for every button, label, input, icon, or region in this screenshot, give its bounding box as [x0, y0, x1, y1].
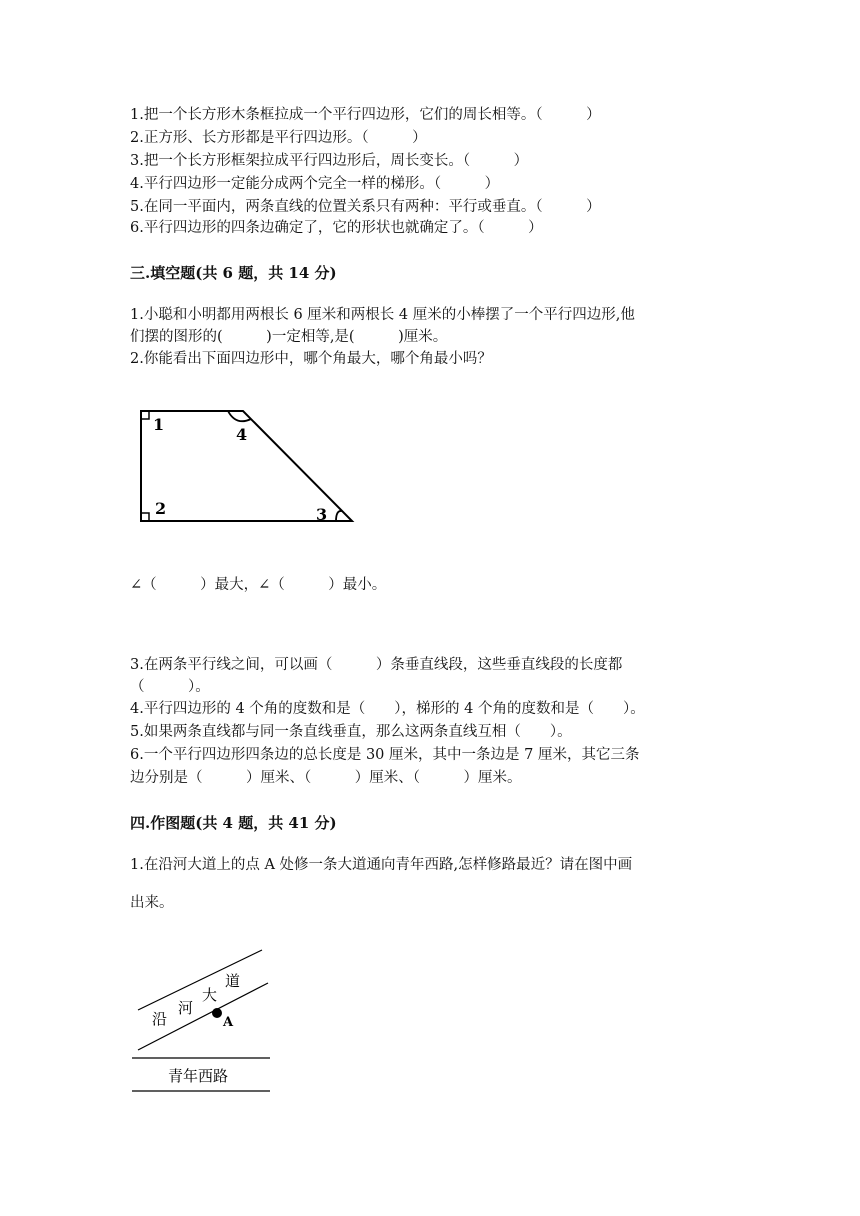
angle-arc-3	[336, 511, 342, 521]
fill-q1-line2: 们摆的图形的( )一定相等,是( )厘米。	[130, 329, 448, 345]
draw-q1-line1: 1.在沿河大道上的点 A 处修一条大道通向青年西路,怎样修路最近？请在图中画	[130, 857, 633, 873]
road-map-figure	[130, 940, 280, 1100]
road-char-3: 大	[202, 986, 218, 1004]
road-char-1: 沿	[152, 1010, 168, 1028]
angle-label-3: 3	[316, 505, 328, 524]
judge-item-4: 4.平行四边形一定能分成两个完全一样的梯形。（ ）	[130, 176, 500, 192]
fill-q6-line1: 6.一个平行四边形四条边的总长度是 30 厘米，其中一条边是 7 厘米，其它三条	[130, 747, 640, 763]
fill-q3-line2: （ ）。	[130, 679, 210, 695]
river-road-top-line	[138, 950, 262, 1010]
angle-label-4: 4	[236, 425, 248, 444]
fill-q3-line1: 3.在两条平行线之间，可以画（ ）条垂直线段，这些垂直线段的长度都	[130, 657, 623, 673]
quadrilateral-figure	[130, 400, 370, 530]
fill-q6-line2: 边分别是（ ）厘米、（ ）厘米、（ ）厘米。	[130, 770, 522, 786]
right-angle-mark-2	[141, 513, 149, 521]
judge-item-5: 5.在同一平面内，两条直线的位置关系只有两种：平行或垂直。（ ）	[130, 199, 601, 215]
judge-item-2: 2.正方形、长方形都是平行四边形。（ ）	[130, 130, 427, 146]
road-char-2: 河	[178, 999, 194, 1017]
fill-q4: 4.平行四边形的 4 个角的度数和是（ ），梯形的 4 个角的度数和是（ ）。	[130, 701, 645, 717]
fill-q2: 2.你能看出下面四边形中，哪个角最大，哪个角最小吗？	[130, 351, 492, 367]
road-char-4: 道	[225, 972, 241, 990]
fill-q5: 5.如果两条直线都与同一条直线垂直，那么这两条直线互相（ ）。	[130, 724, 572, 740]
section4-heading: 四.作图题(共 4 题，共 41 分)	[130, 814, 337, 832]
judge-item-3: 3.把一个长方形框架拉成平行四边形后，周长变长。（ ）	[130, 153, 529, 169]
qingnian-road-label: 青年西路	[168, 1067, 229, 1085]
angle-label-1: 1	[153, 415, 165, 434]
right-angle-mark-1	[141, 411, 149, 419]
section3-heading: 三.填空题(共 6 题，共 14 分)	[130, 264, 337, 282]
fill-q2-answer: ∠（ ）最大，∠（ ）最小。	[130, 577, 387, 593]
judge-item-1: 1.把一个长方形木条框拉成一个平行四边形，它们的周长相等。（ ）	[130, 107, 601, 123]
angle-label-2: 2	[155, 499, 167, 518]
draw-q1-line2: 出来。	[130, 895, 174, 911]
point-a-dot	[212, 1008, 222, 1018]
point-a-label: A	[223, 1015, 234, 1030]
fill-q1-line1: 1.小聪和小明都用两根长 6 厘米和两根长 4 厘米的小棒摆了一个平行四边形,他	[130, 307, 635, 323]
judge-item-6: 6.平行四边形的四条边确定了，它的形状也就确定了。（ ）	[130, 220, 543, 236]
